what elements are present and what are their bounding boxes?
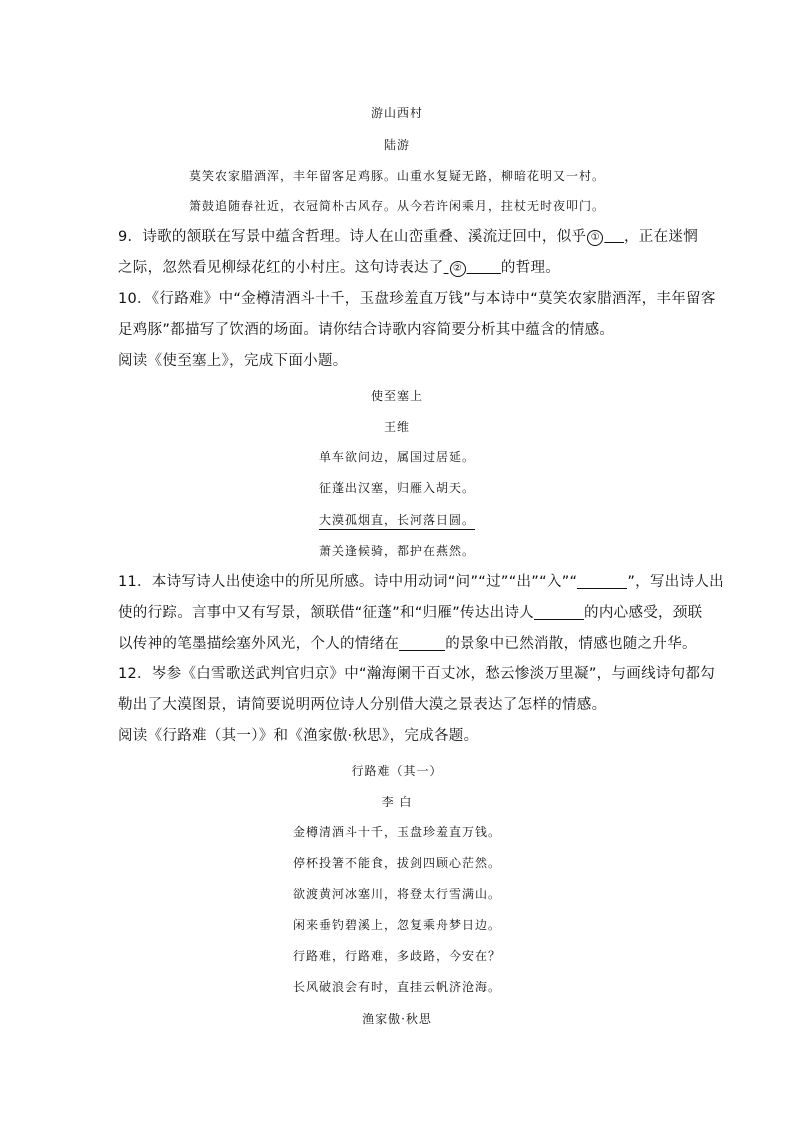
poem4-title: 渔家傲·秋思: [362, 1012, 432, 1026]
q11-blank-2[interactable]: [534, 604, 584, 620]
poem3-line: 闲来垂钓碧溪上，忽复乘舟梦日边。: [292, 918, 501, 932]
reading-intro: [118, 721, 678, 752]
underlined-text: 大漠孤烟直，长河落日圆。: [319, 513, 475, 530]
poem2-underlined-line: [0, 511, 794, 528]
intro-text: 阅读《行路难（其一）》和《渔家傲·秋思》，完成各题。: [118, 728, 479, 744]
q9-text: 之际，忽然看见柳绿花红的小村庄。这句诗表达了: [118, 260, 444, 276]
q11-blank-3[interactable]: [399, 635, 445, 651]
question-12: [118, 659, 716, 721]
poem1-line: 莫笑农家腊酒浑，丰年留客足鸡豚。山重水复疑无路，柳暗花明又一村。: [188, 169, 605, 183]
reading-intro: [118, 346, 678, 377]
q11-text: 的景象中已然消散，情感也随之升华。: [445, 636, 697, 652]
poem3-line: 欲渡黄河冰塞川，将登太行雪满山。: [292, 887, 501, 901]
q11-text: 的内心感受，颈联: [584, 605, 703, 621]
question-9: [118, 222, 698, 284]
intro-text: 阅读《使至塞上》，完成下面小题。: [118, 353, 348, 369]
poem1-author: 陆游: [383, 138, 410, 152]
poem2-line: 征蓬出汉塞，归雁入胡天。: [318, 481, 475, 495]
poem1-line: 箫鼓追随春社近，衣冠简朴古风存。从今若许闲乘月，拄杖无时夜叩门。: [188, 199, 605, 213]
blank-marker: ①: [587, 230, 603, 246]
q9-text: 的哲理。: [500, 260, 561, 276]
q9-text: ，正在迷惘: [623, 229, 698, 245]
poem2-line: 萧关逢候骑，都护在燕然。: [318, 544, 475, 558]
blank-marker: ②: [450, 261, 466, 277]
question-10: [118, 284, 716, 346]
q9-text: 9．诗歌的颔联在写景中蕴含哲理。诗人在山峦重叠、溪流迂回中，似乎: [118, 229, 587, 245]
q11-text: 11．本诗写诗人出使途中的所见所感。诗中用动词“问”“过”“出”“入”“: [118, 574, 578, 590]
poem1-title: 游山西村: [370, 106, 423, 120]
q11-text: ”，写出诗人出: [627, 574, 724, 590]
q11-blank-1[interactable]: [577, 573, 627, 589]
q10-line: 10．《行路难》中“金樽清酒斗十千，玉盘珍羞直万钱”与本诗中“莫笑农家腊酒浑，丰年留客: [118, 291, 716, 307]
poem3-author: 李 白: [381, 795, 413, 809]
question-11: [118, 567, 724, 660]
poem3-line: 金樽清酒斗十千，玉盘珍羞直万钱。: [292, 825, 501, 839]
q11-text: 使的行踪。言事中又有写景，颔联借“征蓬”和“归雁”传达出诗人: [118, 605, 535, 621]
poem3-line: 长风破浪会有时，直挂云帆济沧海。: [292, 980, 501, 994]
poem2-author: 王维: [383, 420, 410, 434]
q12-line: 12．岑参《白雪歌送武判官归京》中“瀚海阑干百丈冰，愁云惨淡万里凝”，与画线诗句都勾: [118, 666, 716, 682]
q10-line: 足鸡豚”都描写了饮酒的场面。请你结合诗歌内容简要分析其中蕴含的情感。: [118, 322, 615, 338]
poem2-title: 使至塞上: [370, 389, 423, 403]
poem3-line: 行路难，行路难，多歧路，今安在？: [292, 949, 501, 963]
q11-text: 以传神的笔墨描绘塞外风光，个人的情绪在: [118, 636, 400, 652]
q12-line: 勒出了大漠图景，请简要说明两位诗人分别借大漠之景表达了怎样的情感。: [118, 697, 607, 713]
q9-blank-2[interactable]: [444, 260, 501, 276]
poem3-line: 停杯投箸不能食，拔剑四顾心茫然。: [292, 856, 501, 870]
q9-blank-1[interactable]: [586, 229, 624, 245]
poem3-title: 行路难（其一）: [351, 764, 443, 778]
poem2-line: 单车欲问边，属国过居延。: [318, 450, 475, 464]
